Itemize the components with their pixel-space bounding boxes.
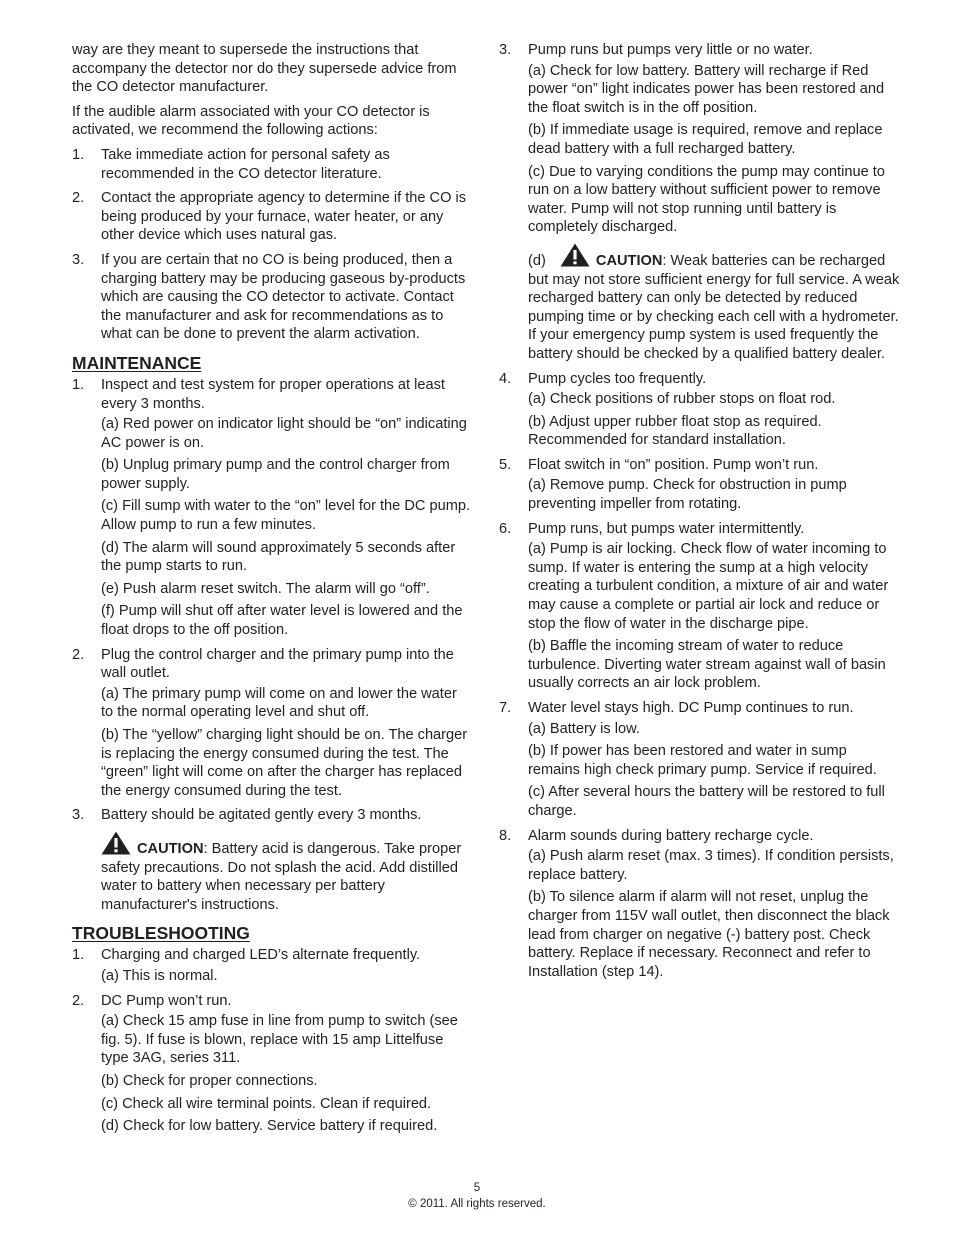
item-number: 5.: [499, 456, 512, 473]
sub-item: (c) Due to varying conditions the pump may continue to run on a low battery without sufficient power to remove water. Pump will not stop running until battery is completely discharged.: [528, 163, 885, 236]
item-number: 6.: [499, 520, 512, 537]
left-column: [72, 41, 472, 1142]
caution-text: : Weak batteries can be recharged but may not store sufficient energy for full service. A weak recharged battery can only be detected by reduced pumping time or by checking each cell with a hydrometer. If your emergency pump system is used frequently the battery should be checked by a qualified battery dealer.: [528, 252, 900, 362]
intro-paragraph: If the audible alarm associated with your CO detector is activated, we recommend the following actions:: [72, 103, 430, 139]
caution-text: : Battery acid is dangerous. Take proper safety precautions. Do not splash the acid. Add distilled water to battery when necessary per battery manufacturer's instructions.: [101, 840, 462, 913]
list-item: [72, 946, 472, 985]
item-number: 8.: [499, 827, 512, 844]
sub-item: (a) Remove pump. Check for obstruction in pump preventing impeller from rotating.: [528, 477, 847, 513]
list-item: [499, 827, 901, 982]
item-text: Water level stays high. DC Pump continues to run.: [528, 700, 854, 716]
item-text: Contact the appropriate agency to determine if the CO is being produced by your furnace, water heater, or any other device which uses natural gas.: [101, 190, 467, 244]
sub-item: (d) The alarm will sound approximately 5 seconds after the pump starts to run.: [101, 539, 456, 575]
item-number: 3.: [499, 42, 512, 58]
item-text: Plug the control charger and the primary pump into the wall outlet.: [101, 646, 454, 682]
item-text: If you are certain that no CO is being produced, then a charging battery may be producing gaseous by-products which are causing the CO detector to activate. Contact the manufacturer and ask for recommendations as to what can be done to prevent the alarm activation.: [101, 251, 466, 343]
list-item: [499, 370, 901, 450]
warning-triangle-icon: [101, 831, 131, 855]
item-text: Pump runs, but pumps water intermittently.: [528, 520, 805, 537]
item-number: 1.: [72, 376, 85, 393]
sub-item: (b) To silence alarm if alarm will not reset, unplug the charger from 115V wall outlet, then disconnect the black lead from charger on negative (-) battery post. Check battery. Replace if necessary. Reconnect and refer to Installation (step 14).: [528, 889, 890, 980]
item-number: 3.: [72, 251, 85, 268]
item-text: Charging and charged LED’s alternate frequently.: [101, 947, 421, 964]
item-number: 2.: [72, 992, 85, 1009]
item-text: Pump runs but pumps very little or no water.: [528, 42, 813, 58]
intro-paragraph: way are they meant to supersede the instructions that accompany the detector nor do they supersede advice from the CO detector manufacturer.: [72, 42, 457, 96]
sub-item: (b) If power has been restored and water in sump remains high check primary pump. Service if required.: [528, 743, 877, 778]
item-text: Battery should be agitated gently every 3 months.: [101, 807, 422, 824]
sub-item: (b) If immediate usage is required, remove and replace dead battery with a full recharged battery.: [528, 122, 883, 157]
sub-item: (b) Check for proper connections.: [101, 1072, 318, 1089]
item-number: 1.: [72, 947, 85, 964]
list-item: [72, 251, 472, 344]
caution-note: [101, 831, 472, 914]
item-text: DC Pump won’t run.: [101, 992, 232, 1009]
sub-item: (a) Red power on indicator light should be “on” indicating AC power is on.: [101, 416, 467, 451]
sub-item: (c) After several hours the battery will be restored to full charge.: [528, 784, 885, 819]
sub-item: (b) Baffle the incoming stream of water to reduce turbulence. Diverting water stream against wall of basin usually corrects an air lock problem.: [528, 638, 886, 692]
item-number: 2.: [72, 190, 85, 207]
page-footer: [0, 1180, 954, 1212]
item-number: 7.: [499, 700, 512, 716]
sub-item: (a) Check 15 amp fuse in line from pump to switch (see fig. 5). If fuse is blown, replace with 15 amp Littelfuse type 3AG, series 311.: [101, 1013, 458, 1067]
sub-item: (a) Push alarm reset (max. 3 times). If condition persists, replace battery.: [528, 848, 894, 883]
item-number: 1.: [72, 146, 85, 163]
list-item: [72, 646, 472, 801]
sub-item: (b) Unplug primary pump and the control charger from power supply.: [101, 457, 450, 492]
copyright-notice: © 2011. All rights reserved.: [408, 1198, 546, 1210]
item-text: Alarm sounds during battery recharge cycle.: [528, 827, 814, 844]
sub-item: (e) Push alarm reset switch. The alarm will go “off”.: [101, 580, 430, 597]
caution-note: [528, 243, 901, 364]
sub-item: (b) Adjust upper rubber float stop as required. Recommended for standard installation.: [528, 413, 822, 449]
item-text: Take immediate action for personal safety as recommended in the CO detector literature.: [101, 146, 390, 182]
sub-item: (c) Check all wire terminal points. Clean if required.: [101, 1095, 432, 1112]
maintenance-heading: MAINTENANCE: [72, 352, 202, 373]
sub-item: (b) The “yellow” charging light should be on. The charger is replacing the energy consumed during the test. The “green” light will come on after the charger has replaced the energy consumed during the test.: [101, 727, 468, 799]
sub-item: (a) Check positions of rubber stops on float rod.: [528, 391, 836, 408]
item-number: 3.: [72, 807, 85, 824]
item-text: Pump cycles too frequently.: [528, 370, 707, 387]
item-number: 4.: [499, 370, 512, 387]
warning-triangle-icon: [560, 243, 590, 267]
sub-item: (a) Check for low battery. Battery will recharge if Red power “on” light indicates power has been restored and the float switch is in the off position.: [528, 62, 885, 116]
list-item: [72, 992, 472, 1136]
list-item: [499, 456, 901, 514]
troubleshooting-heading: TROUBLESHOOTING: [72, 923, 250, 944]
right-column: [499, 41, 901, 987]
sub-item: (a) Battery is low.: [528, 720, 640, 737]
sub-item: (a) This is normal.: [101, 967, 218, 984]
sub-item: (d) Check for low battery. Service battery if required.: [101, 1118, 438, 1135]
list-item: [499, 699, 901, 821]
sub-item: (c) Fill sump with water to the “on” level for the DC pump. Allow pump to run a few minutes.: [101, 498, 471, 534]
sub-item: (f) Pump will shut off after water level is lowered and the float drops to the off position.: [101, 603, 463, 639]
item-text: Inspect and test system for proper operations at least every 3 months.: [101, 376, 445, 412]
page-number: 5: [473, 1182, 481, 1194]
sub-item: (a) The primary pump will come on and lower the water to the normal operating level and shut off.: [101, 685, 457, 721]
item-number: 2.: [72, 646, 85, 663]
item-text: Float switch in “on” position. Pump won’t run.: [528, 456, 819, 473]
list-item: [72, 376, 472, 640]
caution-label: CAUTION: [137, 840, 204, 857]
list-item: [72, 806, 472, 914]
sub-item: (a) Pump is air locking. Check flow of water incoming to sump. If water is entering the sump at a high velocity creating a turbulent condition, a mixture of air and water may cause a complete or partial air lock and reduce or stop the flow of water in the discharge pipe.: [528, 541, 889, 632]
caution-prefix: (d): [528, 252, 546, 269]
list-item: [72, 189, 472, 245]
list-item: [72, 146, 472, 183]
list-item: [499, 520, 901, 693]
caution-label: CAUTION: [595, 252, 663, 269]
list-item: [499, 41, 901, 364]
